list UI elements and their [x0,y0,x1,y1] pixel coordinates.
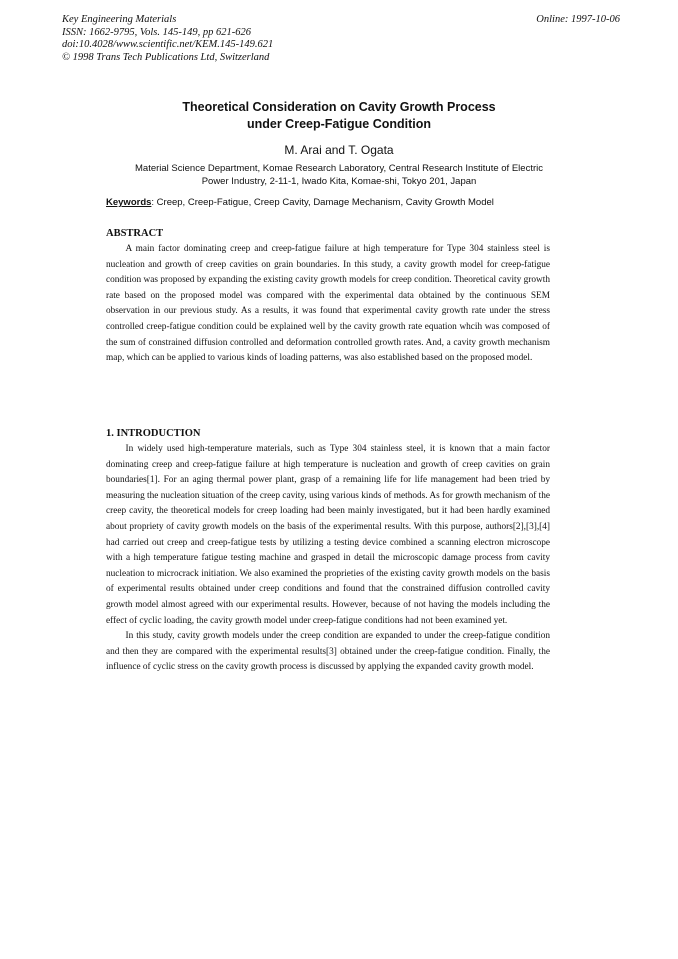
issn-line: ISSN: 1662-9795, Vols. 145-149, pp 621-626 [62,26,251,38]
title-line-2: under Creep-Fatigue Condition [246,117,432,131]
journal-info [62,14,273,64]
introduction-heading: 1. INTRODUCTION [106,428,201,439]
journal-name: Key Engineering Materials [62,14,177,25]
keywords [106,197,494,208]
affiliation-line-2: Power Industry, 2-11-1, Iwado Kita, Komae-shi, Tokyo 201, Japan [201,175,477,187]
keywords-text: : Creep, Creep-Fatigue, Creep Cavity, Damage Mechanism, Cavity Growth Model [151,197,494,208]
copyright-line: © 1998 Trans Tech Publications Ltd, Switzerland [62,51,270,63]
online-date: Online: 1997-10-06 [536,14,620,25]
affiliation [0,163,678,188]
abstract-text: A main factor dominating creep and creep-fatigue failure at high temperature for Type 304 stainless steel is nucleation and growth of creep cavities on grain boundaries. In this study, a cavity growth model for creep-fatigue condition was proposed by expanding the existing cavity growth models for creep condition. Theoretical cavity growth rate based on the proposed model was compared with the experimental data obtained by the continuous SEM observation in our previous study. As a results, it was found that experimental cavity growth rate under the stress controlled creep-fatigue condition could be explained well by the cavity growth rate equation whcih was composed of the sum of constrained diffusion controlled and deformation controlled growth rates. And, a cavity growth mechanism map, which can be applied to various kinds of loading patterns, was also established based on the proposed model. [106,244,550,364]
introduction-section [106,427,550,676]
introduction-paragraph-2: In this study, cavity growth models under the creep condition are expanded to under the creep-fatigue condition and then they are compared with the experimental results[3] obtained under the creep-fatigue condition. Finally, the influence of cyclic stress on the cavity growth process is discussed by applying the expanded cavity growth model. [106,631,550,673]
keywords-label: Keywords [106,197,152,208]
paper-title [0,99,678,133]
doi-line: doi:10.4028/www.scientific.net/KEM.145-149.621 [62,39,274,50]
abstract-section [106,227,550,367]
introduction-paragraph-1: In widely used high-temperature materials, such as Type 304 stainless steel, it is known that a main factor dominating creep and creep-fatigue failure at high temperature is nucleation and growth of creep cavities on grain boundaries[1]. For an aging thermal power plant, grasp of a remaining life for life management had been tried by measuring the nucleation situation of the creep cavity, using various kinds of methods. As for growth mechanism of the creep cavity, the theoretical models for creep loading had been mainly investigated, but it had been hardly examined about propriety of cavity growth models on the basis of the experimental results. With this purpose, authors[2],[3],[4] had carried out creep and creep-fatigue tests by utilizing a testing device combined a scanning electron microscope with a high temperature fatigue testing machine and grasped in detail the microscopic damage process from cavity nucleation to microcrack initiation. We also examined the proprieties of the existing cavity growth models on the basis of experimental results obtained under creep conditions and found that the constrained diffusion controlled cavity growth model almost agreed with our experimental results. However, because of not having the models including the effect of cyclic loading, the cavity growth model under creep-fatigue conditions had not been examined yet. [106,444,550,626]
title-line-1: Theoretical Consideration on Cavity Growth Process [182,100,496,114]
affiliation-line-1: Material Science Department, Komae Research Laboratory, Central Research Institute of Electric [135,163,543,174]
abstract-heading: ABSTRACT [106,228,164,239]
authors: M. Arai and T. Ogata [284,143,394,157]
